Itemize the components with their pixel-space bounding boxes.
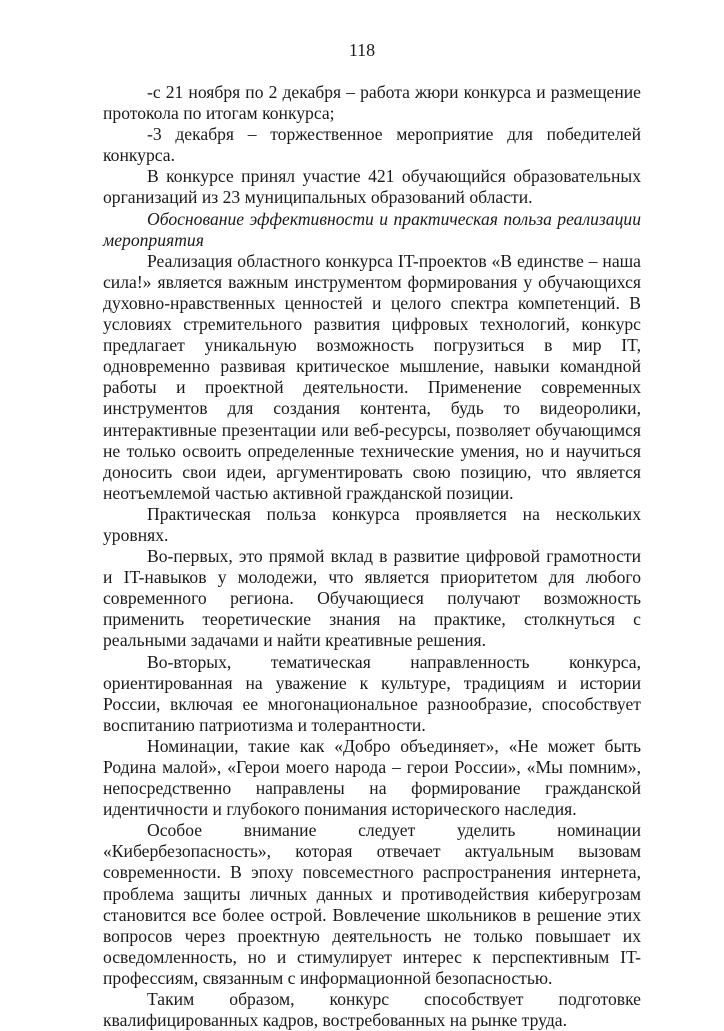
paragraph-secondly: Во-вторых, тематическая направленность конкурса, ориентированная на уважение к культуре, традициям и истории России, включая ее многонациональное разнообразие, способствует воспитанию патриотизма и толерантности. xyxy=(103,651,641,735)
page-number: 118 xyxy=(348,40,376,60)
paragraph-cybersecurity: Особое внимание следует уделить номинации «Кибербезопасность», которая отвечает актуальным вызовам современности. В эпоху повсеместного распространения интернета, проблема защиты личных данных и противодействия киберугрозам становится все более острой. Вовлечение школьников в решение этих вопросов через проектную деятельность не только повышает их осведомленность, но и стимулирует интерес к перспективным IT-профессиям, связанным с информационной безопасностью. xyxy=(103,820,641,988)
paragraph-nominations: Номинации, такие как «Добро объединяет», «Не может быть Родина малой», «Герои моего народа – герои России», «Мы помним», непосредственно направлены на формирование гражданской идентичности и глубокого понимания исторического наследия. xyxy=(103,735,641,820)
paragraph-participants: В конкурсе принял участие 421 обучающийся образовательных организаций из 23 муниципальных образований области. xyxy=(103,166,641,208)
section-heading: Обоснование эффективности и практическая польза реализации мероприятия xyxy=(103,208,641,250)
paragraph-conclusion: Таким образом, конкурс способствует подготовке квалифицированных кадров, востребованных на рынке труда. xyxy=(103,989,641,1031)
paragraph-practical-benefit: Практическая польза конкурса проявляется на нескольких уровнях. xyxy=(103,503,641,545)
document-body xyxy=(103,82,641,1031)
paragraph-schedule-jury: -с 21 ноября по 2 декабря – работа жюри конкурса и размещение протокола по итогам конкурса; xyxy=(103,82,641,124)
paragraph-schedule-ceremony: -3 декабря – торжественное мероприятие для победителей конкурса. xyxy=(103,124,641,166)
paragraph-firstly: Во-первых, это прямой вклад в развитие цифровой грамотности и IT-навыков у молодежи, что является приоритетом для любого современного региона. Обучающиеся получают возможность применить теоретические знания на практике, столкнуться с реальными задачами и найти креативные решения. xyxy=(103,546,641,651)
paragraph-implementation: Реализация областного конкурса IT-проектов «В единстве – наша сила!» является важным инструментом формирования у обучающихся духовно-нравственных ценностей и целого спектра компетенций. В условиях стремительного развития цифровых технологий, конкурс предлагает уникальную возможность погрузиться в мир IT, одновременно развивая критическое мышление, навыки командной работы и проектной деятельности. Применение современных инструментов для создания контента, будь то видеоролики, интерактивные презентации или веб-ресурсы, позволяет обучающимся не только освоить определенные технические умения, но и научиться доносить свои идеи, аргументировать свою позицию, что является неотъемлемой частью активной гражданской позиции. xyxy=(103,250,641,503)
